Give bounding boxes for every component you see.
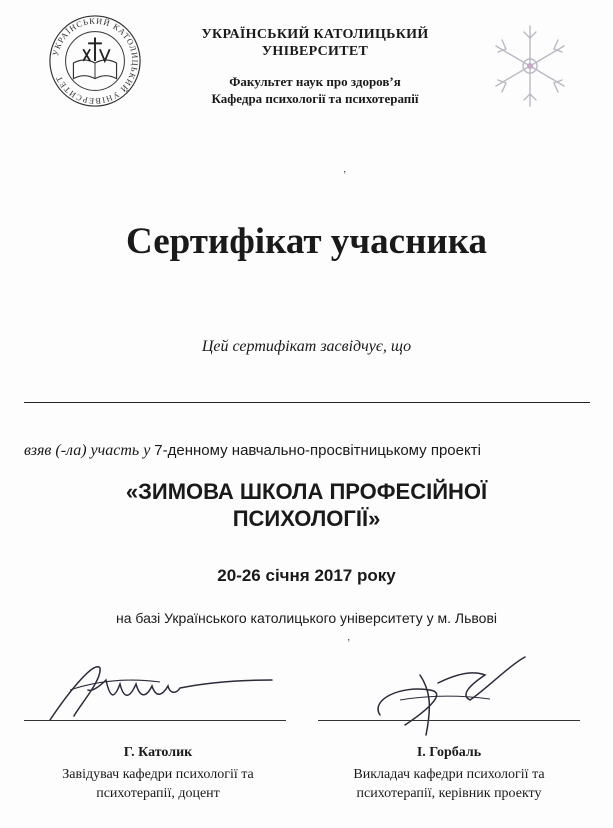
university-header — [150, 26, 480, 107]
school-title-line2: ПСИХОЛОГІЇ» — [232, 506, 381, 531]
seal-ring-text: УКРАЇНСЬКИЙ КАТОЛИЦЬКИЙ УНІВЕРСИТЕТ — [51, 16, 140, 106]
signature-line-right — [318, 720, 580, 721]
signatory-role-left — [30, 765, 286, 803]
department-name: Кафедра психології та психотерапії — [211, 91, 419, 106]
project-description: 7-денному навчально-просвітницькому проекті — [154, 442, 481, 459]
snowflake-icon — [490, 18, 570, 114]
school-title — [0, 478, 613, 532]
signatory-name-left: Г. Католик — [123, 745, 193, 760]
signature-katolyk-icon — [40, 650, 280, 725]
school-title-line1: «ЗИМОВА ШКОЛА ПРОФЕСІЙНОЇ — [125, 479, 488, 504]
certificate-title: Сертифікат учасника — [126, 221, 487, 262]
participation-prefix: взяв (-ла) участь у — [24, 442, 151, 459]
signature-horbal-icon — [360, 655, 540, 740]
participation-line — [24, 442, 594, 460]
university-name-line2: УНІВЕРСИТЕТ — [261, 44, 369, 59]
signatory-role-left-line2: психотерапії, доцент — [96, 786, 220, 801]
signature-line-left — [24, 720, 286, 721]
ink-mark: ʼ — [347, 638, 351, 649]
event-dates: 20-26 січня 2017 року — [217, 566, 396, 585]
ucu-seal-icon — [46, 12, 144, 110]
event-location: на базі Українського католицького університету у м. Львові — [115, 610, 497, 626]
recipient-name-line — [24, 402, 590, 403]
svg-text:УКРАЇНСЬКИЙ КАТОЛИЦЬКИЙ УНІВЕР — [51, 17, 139, 106]
faculty-name: Факультет наук про здоров’я — [229, 74, 401, 89]
signatory-role-right-line1: Викладач кафедри психології та — [353, 767, 545, 782]
signatory-name-right: І. Горбаль — [416, 745, 482, 760]
signatory-role-right-line2: психотерапії, керівник проекту — [356, 786, 542, 801]
ink-mark: ʼ — [343, 170, 347, 181]
signatory-role-right — [318, 765, 580, 803]
university-name-line1: УКРАЇНСЬКИЙ КАТОЛИЦЬКИЙ — [201, 27, 429, 42]
certifies-text: Цей сертифікат засвідчує, що — [201, 338, 412, 355]
signatory-role-left-line1: Завідувач кафедри психології та — [62, 767, 254, 782]
